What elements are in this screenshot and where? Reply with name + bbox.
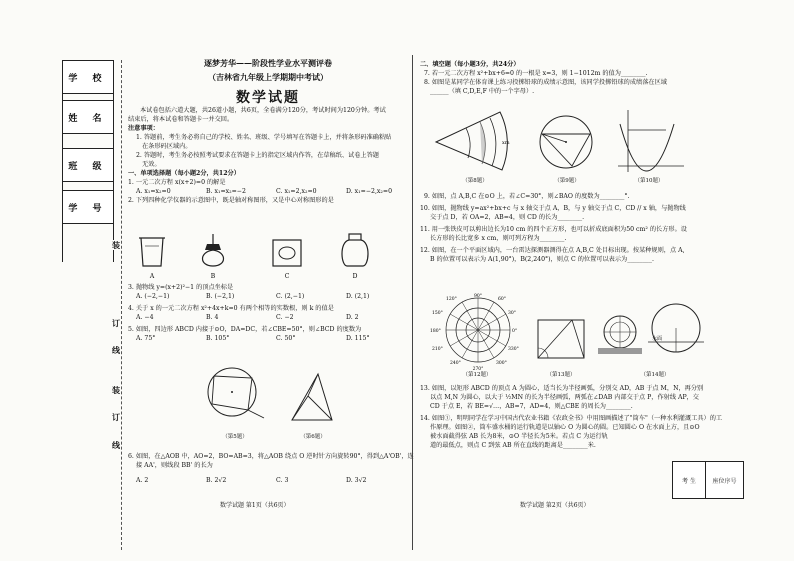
binding-dashed-line (121, 60, 122, 550)
cut-mark: 线 (112, 440, 120, 450)
q2-label-b[interactable]: B (210, 273, 216, 280)
q5-option-b[interactable]: B. 105° (206, 335, 230, 342)
q5-text: 5. 如图，四边形 ABCD 内接于⊙O，DA=DC，若∠CBE=50°，则∠BCD 的度数为 (128, 326, 362, 333)
fig6-caption: （第6题） (300, 434, 326, 440)
school-label: 学 校 (62, 60, 114, 94)
q4-options (128, 313, 410, 322)
q5-option-c[interactable]: C. 50° (276, 335, 296, 342)
q3-options (128, 292, 410, 301)
page-title: 数学试题 (236, 90, 300, 106)
header-line2: （吉林省九年级上学期期中考试） (208, 72, 328, 82)
polar-label: 240° (450, 361, 461, 366)
fig13-rectangle (532, 314, 590, 364)
q2-label-d[interactable]: D (352, 273, 358, 280)
q10-text: 10. 如图，抛物线 y=ax²+bx+c 与 x 轴交于点 A，B，与 y 轴交于点 C，CD // x 轴，与抛物线 (420, 205, 686, 212)
intro-line: 结束后，将本试卷和答题卡一并交回。 (128, 116, 234, 123)
polar-label: 300° (496, 361, 507, 366)
q13-text-2: 以点 M,N 为圆心，以大于 ½MN 的长为半径画弧，两弧在∠DAB 内部交于点 P，作射线 AP，交 (430, 394, 699, 401)
fig5-circle-quadrilateral (200, 362, 270, 432)
page1-body (128, 106, 410, 205)
fig14-water-wheel (598, 298, 706, 370)
flask-icon (342, 234, 368, 266)
q1-option-d[interactable]: D. x₁=−2,x₂=0 (346, 188, 393, 195)
fig12-caption: （第12题） (462, 372, 492, 378)
page1-body-2 (128, 283, 410, 343)
q2-apparatus-figures (135, 232, 405, 284)
cut-mark: 装 (112, 385, 120, 395)
q6-text-2: 接 AA'，则线段 BB' 的长为 (136, 462, 213, 469)
q3-option-a[interactable]: A. (−2,−1) (136, 293, 170, 300)
cut-mark: 订 (112, 412, 120, 422)
intro-line: 本试卷包括六道大题，共26道小题，共6页，全卷满分120分，考试时间为120分钟。考试 (140, 107, 386, 114)
q11-text-2: 长方形的长比宽多 x cm，则可列方程为________. (430, 235, 567, 242)
q6-options (128, 476, 410, 485)
q6-option-a[interactable]: A. 2 (136, 477, 149, 484)
fig10-parabola (614, 108, 686, 174)
name-label: 姓 名 (62, 100, 114, 134)
q14-text: 14. 如图①，明明同学在学习中国古代农业书籍《农政全书》中用图画描述了"筒车"（一种水利灌溉工具）的工 (420, 415, 723, 422)
q6-option-d[interactable]: D. 3√2 (346, 477, 367, 484)
student-id-label: 学 号 (62, 190, 114, 224)
q3-option-d[interactable]: D. (2,1) (346, 293, 370, 300)
seat-number-box[interactable] (672, 461, 744, 499)
q3-option-c[interactable]: C. (2,−1) (276, 293, 305, 300)
page2-body (420, 60, 760, 96)
intro-line: 无效。 (142, 161, 161, 168)
section1-heading: 一、单项选择题（每小题2分，共12分） (128, 170, 240, 177)
q8-text: 8. 如图是某同学在体育课上练习投掷铅球的成绩示意图，该同学投掷铅球的成绩落在区域 (424, 79, 667, 86)
fig6-triangle-rotation (282, 366, 342, 428)
stamp-right: 座位序号 (712, 477, 737, 485)
page2-body-3 (420, 384, 760, 450)
q4-text: 4. 关于 x 的一元二次方程 x²+4x+k=0 有两个相等的实数根，则 k 的值是 (128, 305, 334, 312)
intro-line: 注意事项： (128, 125, 159, 132)
q12-text-2: B 的位置可以表示为 A(1,90°)，B(2,240°)，则点 C 的位置可以表示为________. (430, 256, 654, 263)
q5-options (128, 334, 410, 343)
polar-label: 270° (472, 367, 484, 372)
stamp-left: 考 生 (673, 462, 706, 498)
q14-text-4: 道的最低点，则点 C 到弦 AB 所在直线的距离是________米. (430, 442, 596, 449)
q10-text-2: 交于点 D，若 OA=2，AB=4，则 CD 的长为________. (430, 214, 585, 221)
q1-text: 1. 一元二次方程 x(x+2)=0 的解是 (128, 179, 226, 186)
q2-label-a[interactable]: A (149, 273, 155, 280)
header-line1: 逐梦芳华——阶段性学业水平测评卷 (204, 58, 332, 68)
intro-line: 1. 答题前，考生务必将自己的学校、姓名、班级、学号填写在答题卡上，并将条形码准确粘贴 (136, 134, 392, 141)
q8-text-2: ______（填 C,D,E,F 中的一个字母）. (430, 88, 535, 95)
cut-mark: 装 (112, 240, 120, 250)
q14-text-3: 被水面截得弦 AB 长为8米，⊙O 半径长为5米。若点 C 为运行轨 (430, 433, 608, 440)
q9-text: 9. 如图，点 A,B,C 在⊙O 上，若∠C=30°，则∠BAO 的度数为________°. (424, 193, 630, 200)
fig9-caption: （第9题） (554, 178, 580, 184)
q6-text: 6. 如图，在△AOB 中，AO=2，BO=AB=3，将△AOB 绕点 O 逆时针方向旋转90°，得到△A'OB'，连 (128, 453, 414, 460)
q13-text: 13. 如图，以矩形 ABCD 的顶点 A 为圆心，适当长为半径画弧，分别交 AD，AB 于点 M，N，再分别 (420, 385, 704, 392)
section2-heading: 二、填空题（每小题3分，共24分） (420, 61, 520, 68)
q6-option-b[interactable]: B. 2√2 (206, 477, 227, 484)
polar-label: 150° (432, 311, 443, 316)
q13-text-3: CD 于点 E，若 BE=√…，AB=7，AD=4，则△CBE 的周长为________. (430, 403, 633, 410)
polar-label: 330° (508, 347, 519, 352)
q12-text: 12. 如图，在一个平面区域内，一台雷达探测器测得在点 A,B,C 处目标出现。按某种规则，点 A, (420, 247, 685, 254)
page2-footer: 数学试题 第2页（共6页） (520, 502, 590, 509)
q1-option-a[interactable]: A. x₁=x₂=0 (136, 188, 171, 195)
q4-option-d[interactable]: D. 2 (346, 314, 359, 321)
polar-label: 210° (432, 347, 443, 352)
q1-options (128, 187, 410, 196)
fig9-circle (532, 110, 602, 174)
q2-text: 2. 下列四种化学仪器的示意图中，既是轴对称图形，又是中心对称图形的是 (128, 197, 334, 204)
q1-option-c[interactable]: C. x₁=2,x₂=0 (276, 188, 317, 195)
fig13-caption: （第13题） (546, 372, 576, 378)
q2-label-c[interactable]: C (284, 273, 290, 280)
page2-body-2 (420, 192, 760, 264)
q3-option-b[interactable]: B. (−2,1) (206, 293, 235, 300)
intro-line: 在条形码区域内。 (142, 143, 192, 150)
fig8-shotput-sector (430, 108, 520, 176)
polar-label: 30° (508, 311, 516, 316)
polar-label: 180° (430, 329, 441, 334)
polar-label: 0° (512, 329, 518, 334)
polar-label: 90° (474, 294, 482, 299)
q1-option-b[interactable]: B. x₁=x₂=−2 (206, 188, 246, 195)
q6-option-c[interactable]: C. 3 (276, 477, 289, 484)
evaporating-dish-icon (273, 240, 301, 266)
fig14-caption: （第14题） (640, 372, 670, 378)
water-wheel-icon (598, 316, 642, 354)
q4-option-c[interactable]: C. −2 (276, 314, 294, 321)
intro-line: 2. 答题时，考生务必按照考试要求在答题卡上的指定区域内作答，在草稿纸、试卷上答题 (136, 152, 379, 159)
q7-text: 7. 若一元二次方程 x²+bx+6=0 的一根是 x=3，则 1−1012m 的值为________. (424, 70, 648, 77)
cut-mark: 线 (112, 345, 120, 355)
svg-text:xm: xm (502, 140, 510, 146)
q14-text-2: 作原理。如图②，筒车盛水桶的运行轨道是以轴心 O 为圆心的圆。已知圆心 O 在水面上方，且⊙O (430, 424, 700, 431)
alcohol-lamp-icon (203, 234, 224, 266)
cut-mark: 订 (112, 318, 120, 328)
fig8-caption: （第8题） (462, 178, 488, 184)
q4-option-b[interactable]: B. 4 (206, 314, 219, 321)
page1-body-3 (128, 452, 414, 485)
page-divider (412, 55, 413, 550)
polar-label: 60° (498, 297, 506, 302)
page1-footer: 数学试题 第1页（共6页） (220, 502, 290, 509)
q3-text: 3. 抛物线 y=(x+2)²−1 的顶点坐标是 (128, 284, 234, 291)
fig10-caption: （第10题） (634, 178, 664, 184)
student-id-field[interactable] (62, 222, 114, 262)
fig12-polar-radar (428, 292, 528, 372)
q4-option-a[interactable]: A. −4 (136, 314, 154, 321)
fig5-caption: （第5题） (222, 434, 248, 440)
q5-option-d[interactable]: D. 115° (346, 335, 370, 342)
polar-label: 120° (446, 297, 457, 302)
water-surface-label: 水面 (652, 336, 663, 342)
beaker-icon (139, 238, 165, 266)
q11-text: 11. 用一张铁皮可以剪出边长为10 cm 的四个正方形，也可以折成底面积为50 cm² 的长方形。设 (420, 226, 687, 233)
class-label: 班 级 (62, 148, 114, 182)
q5-option-a[interactable]: A. 75° (136, 335, 156, 342)
